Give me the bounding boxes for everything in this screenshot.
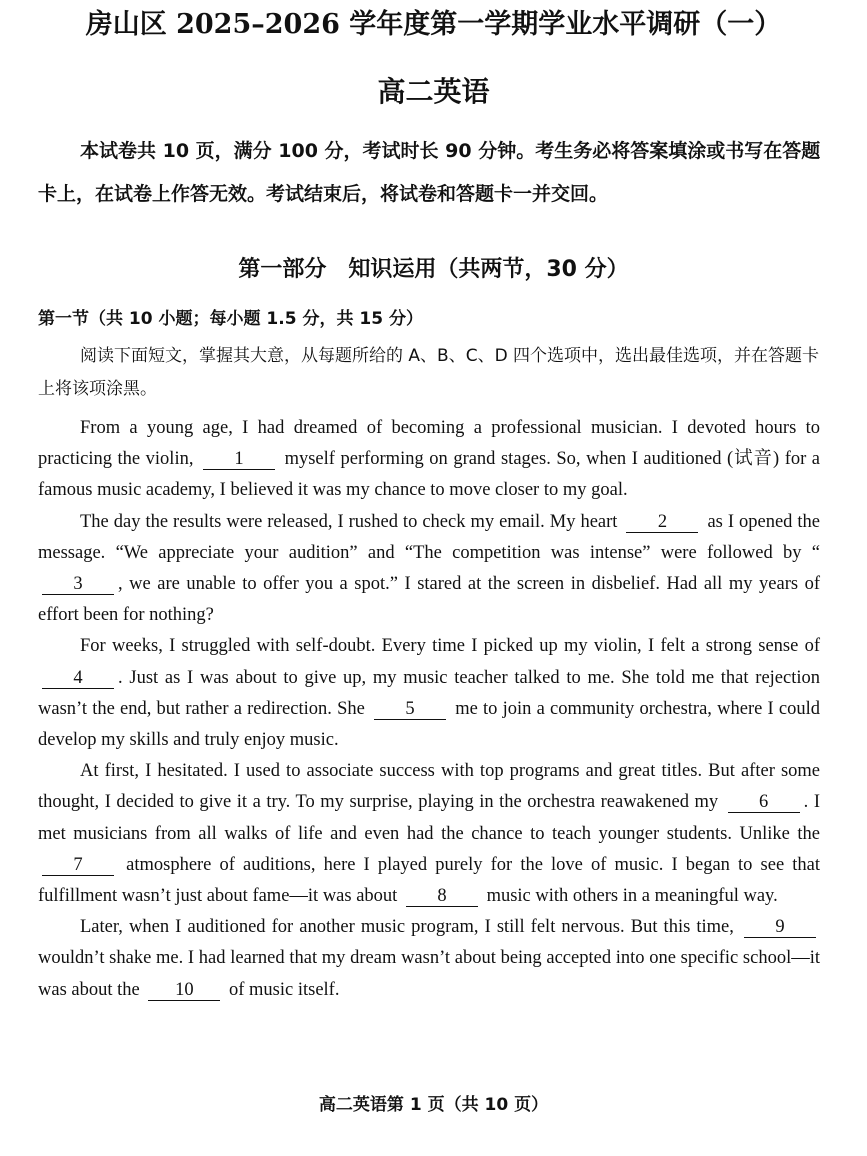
passage-paragraph <box>38 631 820 756</box>
passage-text: wouldn’t shake me. I had learned that my dream wasn’t about being accepted into one specific school—it was about the <box>38 948 820 1000</box>
answer-blank: 1 <box>203 449 275 470</box>
answer-blank: 2 <box>626 512 698 533</box>
passage-paragraph <box>38 912 820 1006</box>
passage-text: me to join a community orchestra, where I could develop my skills and truly enjoy music. <box>38 698 820 751</box>
passage-text: , we are unable to offer you a spot.” I stared at the screen in disbelief. Had all my years of effort been for nothing? <box>38 574 820 626</box>
exam-instructions: 本试卷共 10 页，满分 100 分，考试时长 90 分钟。考生务必将答案填涂或书写在答题卡上，在试卷上作答无效。考试结束后，将试卷和答题卡一并交回。 <box>38 140 821 205</box>
page-footer: 高二英语第 1 页（共 10 页） <box>318 1095 549 1115</box>
answer-blank: 4 <box>42 668 114 689</box>
passage-text: . I met musicians from all walks of life and even had the chance to teach younger students. Unlike the <box>38 792 820 844</box>
passage-text: For weeks, I struggled with self-doubt. Every time I picked up my violin, I felt a strong sense of <box>80 636 820 657</box>
passage-text: atmosphere of auditions, here I played purely for the love of music. I began to see that fulfillment wasn’t just about fame—it was about <box>38 854 821 907</box>
passage-text: . Just as I was about to give up, my music teacher talked to me. She told me that rejection wasn’t the end, but rather a redirection. She <box>38 667 820 719</box>
passage-text: myself performing on grand stages. So, when I auditioned (试音) for a famous music academy, I believed it was my chance to move closer to my goal. <box>38 449 821 501</box>
answer-blank: 5 <box>374 699 446 720</box>
answer-blank: 3 <box>42 574 114 595</box>
cloze-passage <box>38 413 820 1006</box>
passage-text: The day the results were released, I rushed to check my email. My heart <box>80 511 618 532</box>
answer-blank: 10 <box>148 980 220 1001</box>
passage-text: At first, I hesitated. I used to associate success with top programs and great titles. But after some thought, I decided to give it a try. To my surprise, playing in the orchestra reawakened my <box>38 761 820 813</box>
answer-blank: 9 <box>744 917 816 938</box>
answer-blank: 6 <box>728 792 800 813</box>
passage-text: Later, when I auditioned for another music program, I still felt nervous. But this time, <box>80 917 734 938</box>
passage-paragraph <box>38 413 820 507</box>
answer-blank: 8 <box>406 886 478 907</box>
section-heading: 第一节（共 10 小题；每小题 1.5 分，共 15 分） <box>38 309 423 329</box>
passage-paragraph <box>38 507 820 632</box>
passage-text: as I opened the message. “We appreciate your audition” and “The competition was intense” were followed by “ <box>38 511 821 563</box>
exam-subject: 高二英语 <box>377 75 490 108</box>
passage-text: music with others in a meaningful way. <box>486 886 778 907</box>
section-instructions: 阅读下面短文，掌握其大意，从每题所给的 A、B、C、D 四个选项中，选出最佳选项，并在答题卡上将该项涂黑。 <box>38 346 820 399</box>
exam-title: 房山区 2025–2026 学年度第一学期学业水平调研（一） <box>85 9 782 40</box>
answer-blank: 7 <box>42 855 114 876</box>
passage-text: From a young age, I had dreamed of becoming a professional musician. I devoted hours to practicing the violin, <box>38 418 820 470</box>
passage-paragraph <box>38 756 820 912</box>
passage-text: of music itself. <box>228 979 340 1000</box>
part-heading: 第一部分 知识运用（共两节，30 分） <box>238 257 629 282</box>
